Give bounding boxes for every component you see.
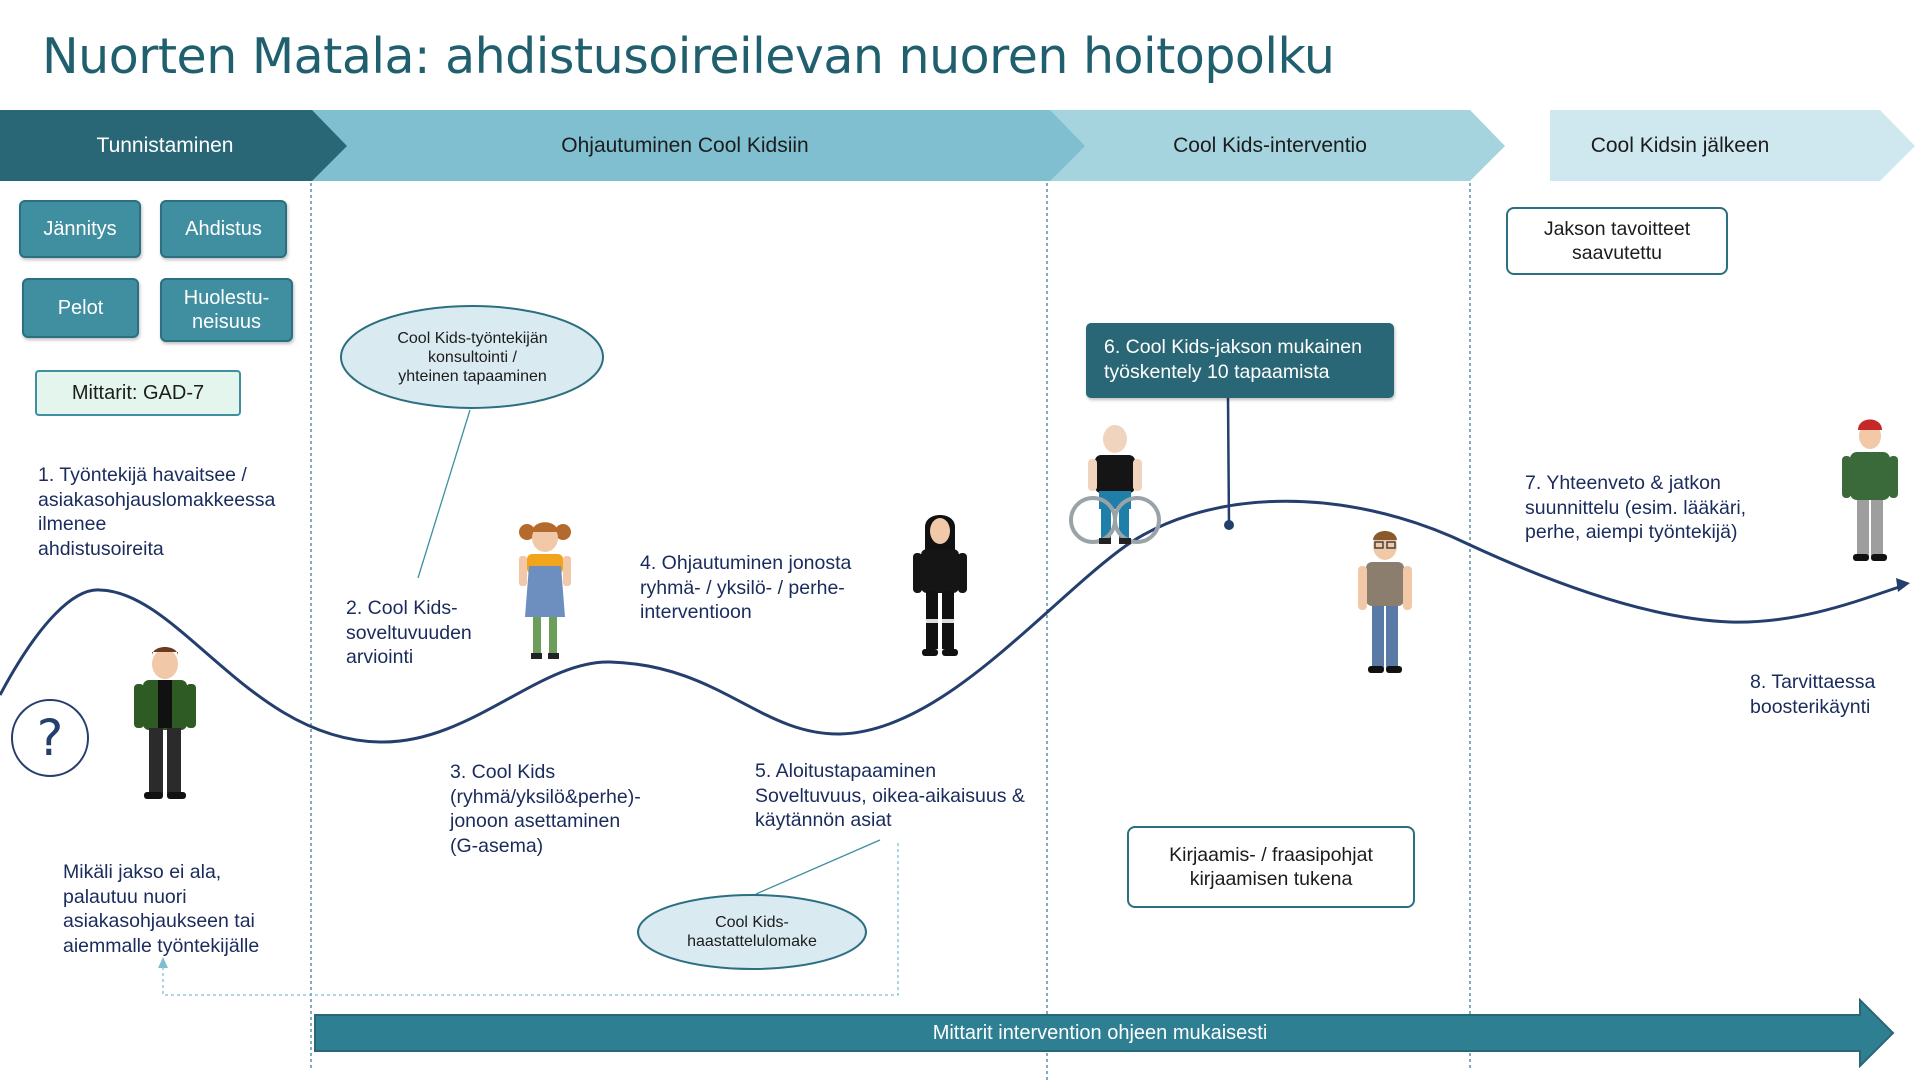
phase-label-tunnistaminen: Tunnistaminen [96,133,234,157]
step6-dot [1224,520,1234,530]
person-with-glasses [1358,531,1412,673]
goals-reached-box: Jakson tavoitteet saavutettu [1506,207,1728,275]
phase-label-ohjautuminen: Ohjautuminen Cool Kidsiin [561,133,809,157]
person-girl-pigtails [519,522,571,659]
step-2-text: 2. Cool Kids- soveltuvuuden arviointi [346,597,472,668]
step-8-text: 8. Tarvittaessa boosterikäynti [1750,671,1876,718]
step-3-text: 3. Cool Kids (ryhmä/yksilö&perhe)- jonoon asettaminen (G-asema) [450,761,641,857]
person-wheelchair [1071,425,1159,544]
person-boy-green-jacket [134,647,196,799]
no-start-note: Mikäli jakso ei ala, palautuu nuori asiakasohjaukseen tai aiemmalle työntekijälle [63,861,260,957]
symptom-pelot: Pelot [22,278,139,338]
step-5-text: 5. Aloitustapaaminen Soveltuvuus, oikea-aikaisuus & käytännön asiat [755,760,1025,831]
page-title: Nuorten Matala: ahdistusoireilevan nuoren hoitopolku [42,28,1335,85]
step-1-text: 1. Työntekijä havaitsee / asiakasohjauslomakkeessa ilmenee ahdistusoireita [38,464,276,560]
step6-connector [1228,398,1229,525]
question-mark-icon: ? [11,699,89,777]
phase-label-interventio: Cool Kids-interventio [1173,133,1367,157]
symptom-jannitys: Jännitys [19,200,141,258]
step-4-text: 4. Ohjautuminen jonosta ryhmä- / yksilö- / perhe- interventioon [640,552,852,623]
metric-gad7: Mittarit: GAD-7 [35,370,241,416]
step-7-text: 7. Yhteenveto & jatkon suunnittelu (esim. lääkäri, perhe, aiempi työntekijä) [1525,472,1747,543]
bottom-metrics-label: Mittarit intervention ohjeen mukaisesti [932,1021,1268,1044]
symptom-huolestuneisuus: Huolestu- neisuus [160,278,293,342]
person-red-cap [1842,420,1898,562]
consult-connector [418,410,470,578]
templates-box: Kirjaamis- / fraasipohjat kirjaamisen tukena [1127,826,1415,908]
person-black-outfit [913,515,967,656]
interview-connector [756,840,880,894]
phase-label-jalkeen: Cool Kidsin jälkeen [1590,133,1770,157]
interview-ellipse-label: Cool Kids- haastattelulomake [687,914,817,950]
return-loop-arrow [158,957,168,968]
care-path-arrowhead [1896,578,1910,592]
consult-ellipse-label: Cool Kids-työntekijän konsultointi / yhteinen tapaaminen [397,329,548,385]
step-6-box: 6. Cool Kids-jakson mukainen työskentely 10 tapaamista [1086,323,1394,398]
symptom-ahdistus: Ahdistus [160,200,287,258]
